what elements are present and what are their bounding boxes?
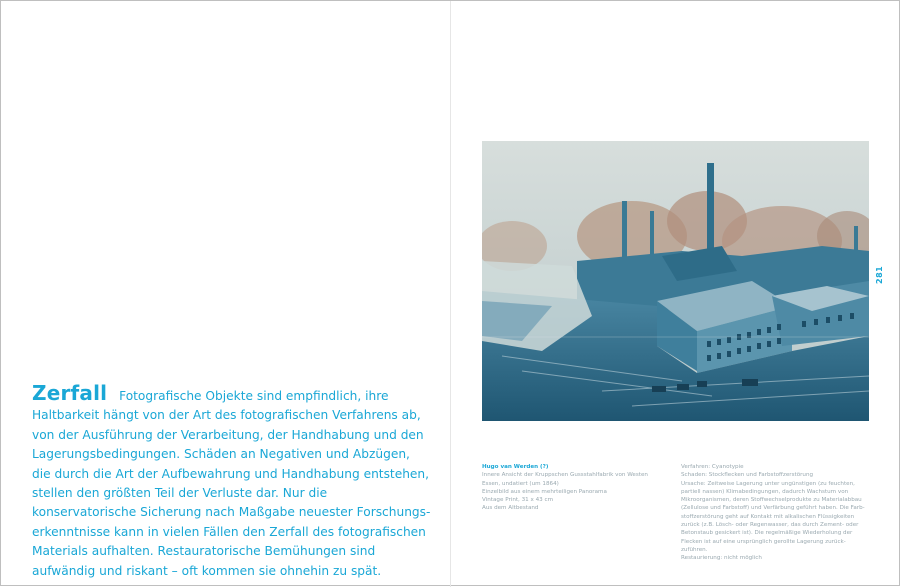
notes-line: Mikroorganismen, deren Stoffwechselprodukte zu Materialabbau [681, 497, 862, 504]
notes-line: stoffzerstörung geht auf Kontakt mit alkalischen Flüssigkeiten [681, 513, 855, 520]
essay-text: Fotografische Objekte sind empfindlich, ihre Haltbarkeit hängt von der Art des fotografischen Verfahrens ab, von der Ausführung der Verarbeitung, der Handhabung und den Lagerungsbedingungen. Schäden an Negativen und Abzügen, die durch die Art der Aufbewahrung und Handhabung entstehen, stellen den größten Teil der Verluste dar. Nur die konservatorische Sicherung nach Maßgabe neuester Forschungserkenntnisse kann in vielen Fällen den Zerfall des fotografischen Materials aufhalten. Restauratorische Bemühungen sind aufwändig und riskant – oft kommen sie ohnehin zu spät. [32, 389, 431, 578]
notes-line: Restaurierung: nicht möglich [681, 555, 762, 562]
condition-notes [681, 463, 866, 563]
caption-artist: Hugo van Werden (?) [482, 464, 549, 470]
notes-line: Schaden: Stockflecken und Farbstoffzerstörung [681, 472, 814, 479]
notes-line: partiell nassen) Klimabedingungen, dadurch Wachstum von [681, 488, 849, 495]
caption-line: Aus dem Altbestand [482, 505, 539, 512]
page-gutter [450, 1, 451, 587]
notes-line: Verfahren: Cyanotypie [681, 464, 744, 470]
caption-line: Einzelbild aus einem mehrteiligen Panorama [482, 488, 607, 495]
caption-line: Essen, undatiert (um 1864) [482, 480, 559, 487]
notes-line: zuführen. [681, 546, 708, 553]
essay-heading: Zerfall [32, 381, 108, 405]
caption-line: Vintage Print, 31 x 43 cm [482, 497, 554, 504]
photo-caption [482, 463, 667, 513]
notes-line: zurück (z.B. Lösch- oder Regenwasser, das durch Zement- oder [681, 522, 859, 529]
notes-line: Ursache: Zeitweise Lagerung unter ungünstigen (zu feuchten, [681, 480, 855, 487]
notes-line: (Zellulose und Farbstoff) und Verfärbung geführt haben. Die Farb- [681, 505, 865, 512]
notes-line: Flecken ist auf eine ursprünglich gerollte Lagerung zurück- [681, 538, 846, 545]
essay-paragraph [32, 381, 432, 581]
factory-cyanotype-photo [482, 141, 869, 421]
notes-line: Betonstaub gesickert ist). Die regelmäßige Wiederholung der [681, 530, 853, 537]
page-number: 281 [875, 265, 884, 284]
caption-line: Innere Ansicht der Kruppschen Gussstahlfabrik von Westen [482, 472, 648, 479]
